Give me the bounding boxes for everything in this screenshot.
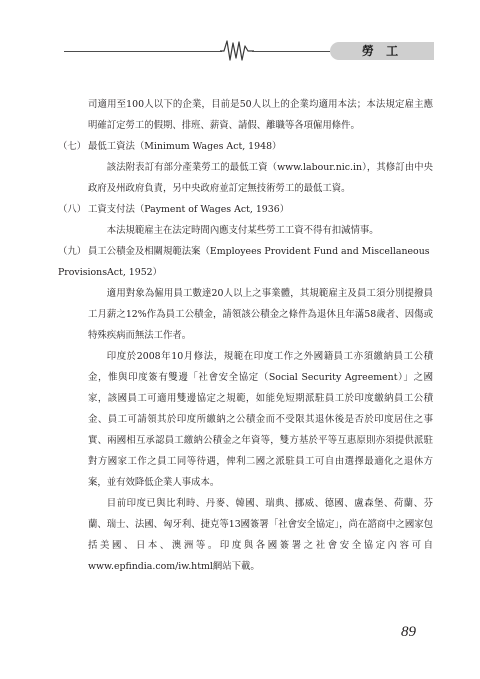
- paragraph-payment-of-wages: 本法規範雇主在法定時間內應支付某些勞工工資不得有扣減情事。: [106, 225, 379, 236]
- header-rule-left: [64, 51, 222, 52]
- heading-number: （九）: [58, 246, 87, 257]
- heading-text: 員工公積金及相關規範法案（Employees Provident Fund and Miscellaneous ProvisionsAct, 1952）: [58, 246, 430, 278]
- heading-text: 工資支付法（Payment of Wages Act, 1936）: [88, 204, 290, 215]
- heading-text: 最低工資法（Minimum Wages Act, 1948）: [88, 141, 282, 152]
- paragraph-intro: 司適用至100人以下的企業，目前是50人以上的企業均適用本法；本法規定雇主應明確訂定勞工的假期、排班、薪資、請假、離職等各項僱用條件。: [88, 99, 433, 131]
- page-body: [58, 94, 433, 577]
- heading-minimum-wages-act: [58, 136, 433, 157]
- paragraph-social-security-agreements: 目前印度已與比利時、丹麥、韓國、瑞典、挪威、德國、盧森堡、荷蘭、芬蘭、瑞士、法國、匈牙利、捷克等13國簽署「社會安全協定」，尚在諮商中之國家包括美國、日本、澳洲等。印度與各國簽署之社會安全協定內容可自www.epfindia.com/iw.html網站下載。: [88, 498, 433, 572]
- heartbeat-ornament: [220, 38, 254, 64]
- header-rule-right: [252, 51, 330, 52]
- paragraph-minimum-wages: 該法附表訂有部分產業勞工的最低工資（www.labour.nic.in），其修訂由中央政府及州政府負責，另中央政府並訂定無技術勞工的最低工資。: [88, 162, 433, 194]
- heading-provident-fund-act: [58, 241, 433, 283]
- heading-number: （七）: [58, 141, 87, 152]
- page-number: 89: [401, 624, 416, 640]
- heading-number: （八）: [58, 204, 87, 215]
- paragraph-provident-fund-amendment: 印度於2008年10月修法，規範在印度工作之外國籍員工亦須繳納員工公積金，惟與印度簽有雙邊「社會安全協定（Social Security Agreement）」之國家，該國員工可適用雙邊協定之規範，如能免短期派駐員工於印度繳納員工公積金、員工可請領其於印度所繳納之公積金而不受限其退休後是否於印度居住之事實、兩國相互承認員工繳納公積金之年資等，雙方基於平等互惠原則亦須提供派駐對方國家工作之員工同等待遇，俾利二國之派駐員工可自由選擇最適化之退休方案，並有效降低企業人事成本。: [88, 351, 433, 488]
- heading-payment-of-wages-act: [58, 199, 433, 220]
- paragraph-provident-fund-scope: 適用對象為僱用員工數達20人以上之事業體，其規範雇主及員工須分別提撥員工月薪之12%作為員工公積金，請領該公積金之條件為退休且年滿58歲者、因傷或特殊疾病而無法工作者。: [88, 288, 433, 341]
- section-title: 勞 工: [330, 42, 434, 60]
- running-header: [0, 0, 480, 70]
